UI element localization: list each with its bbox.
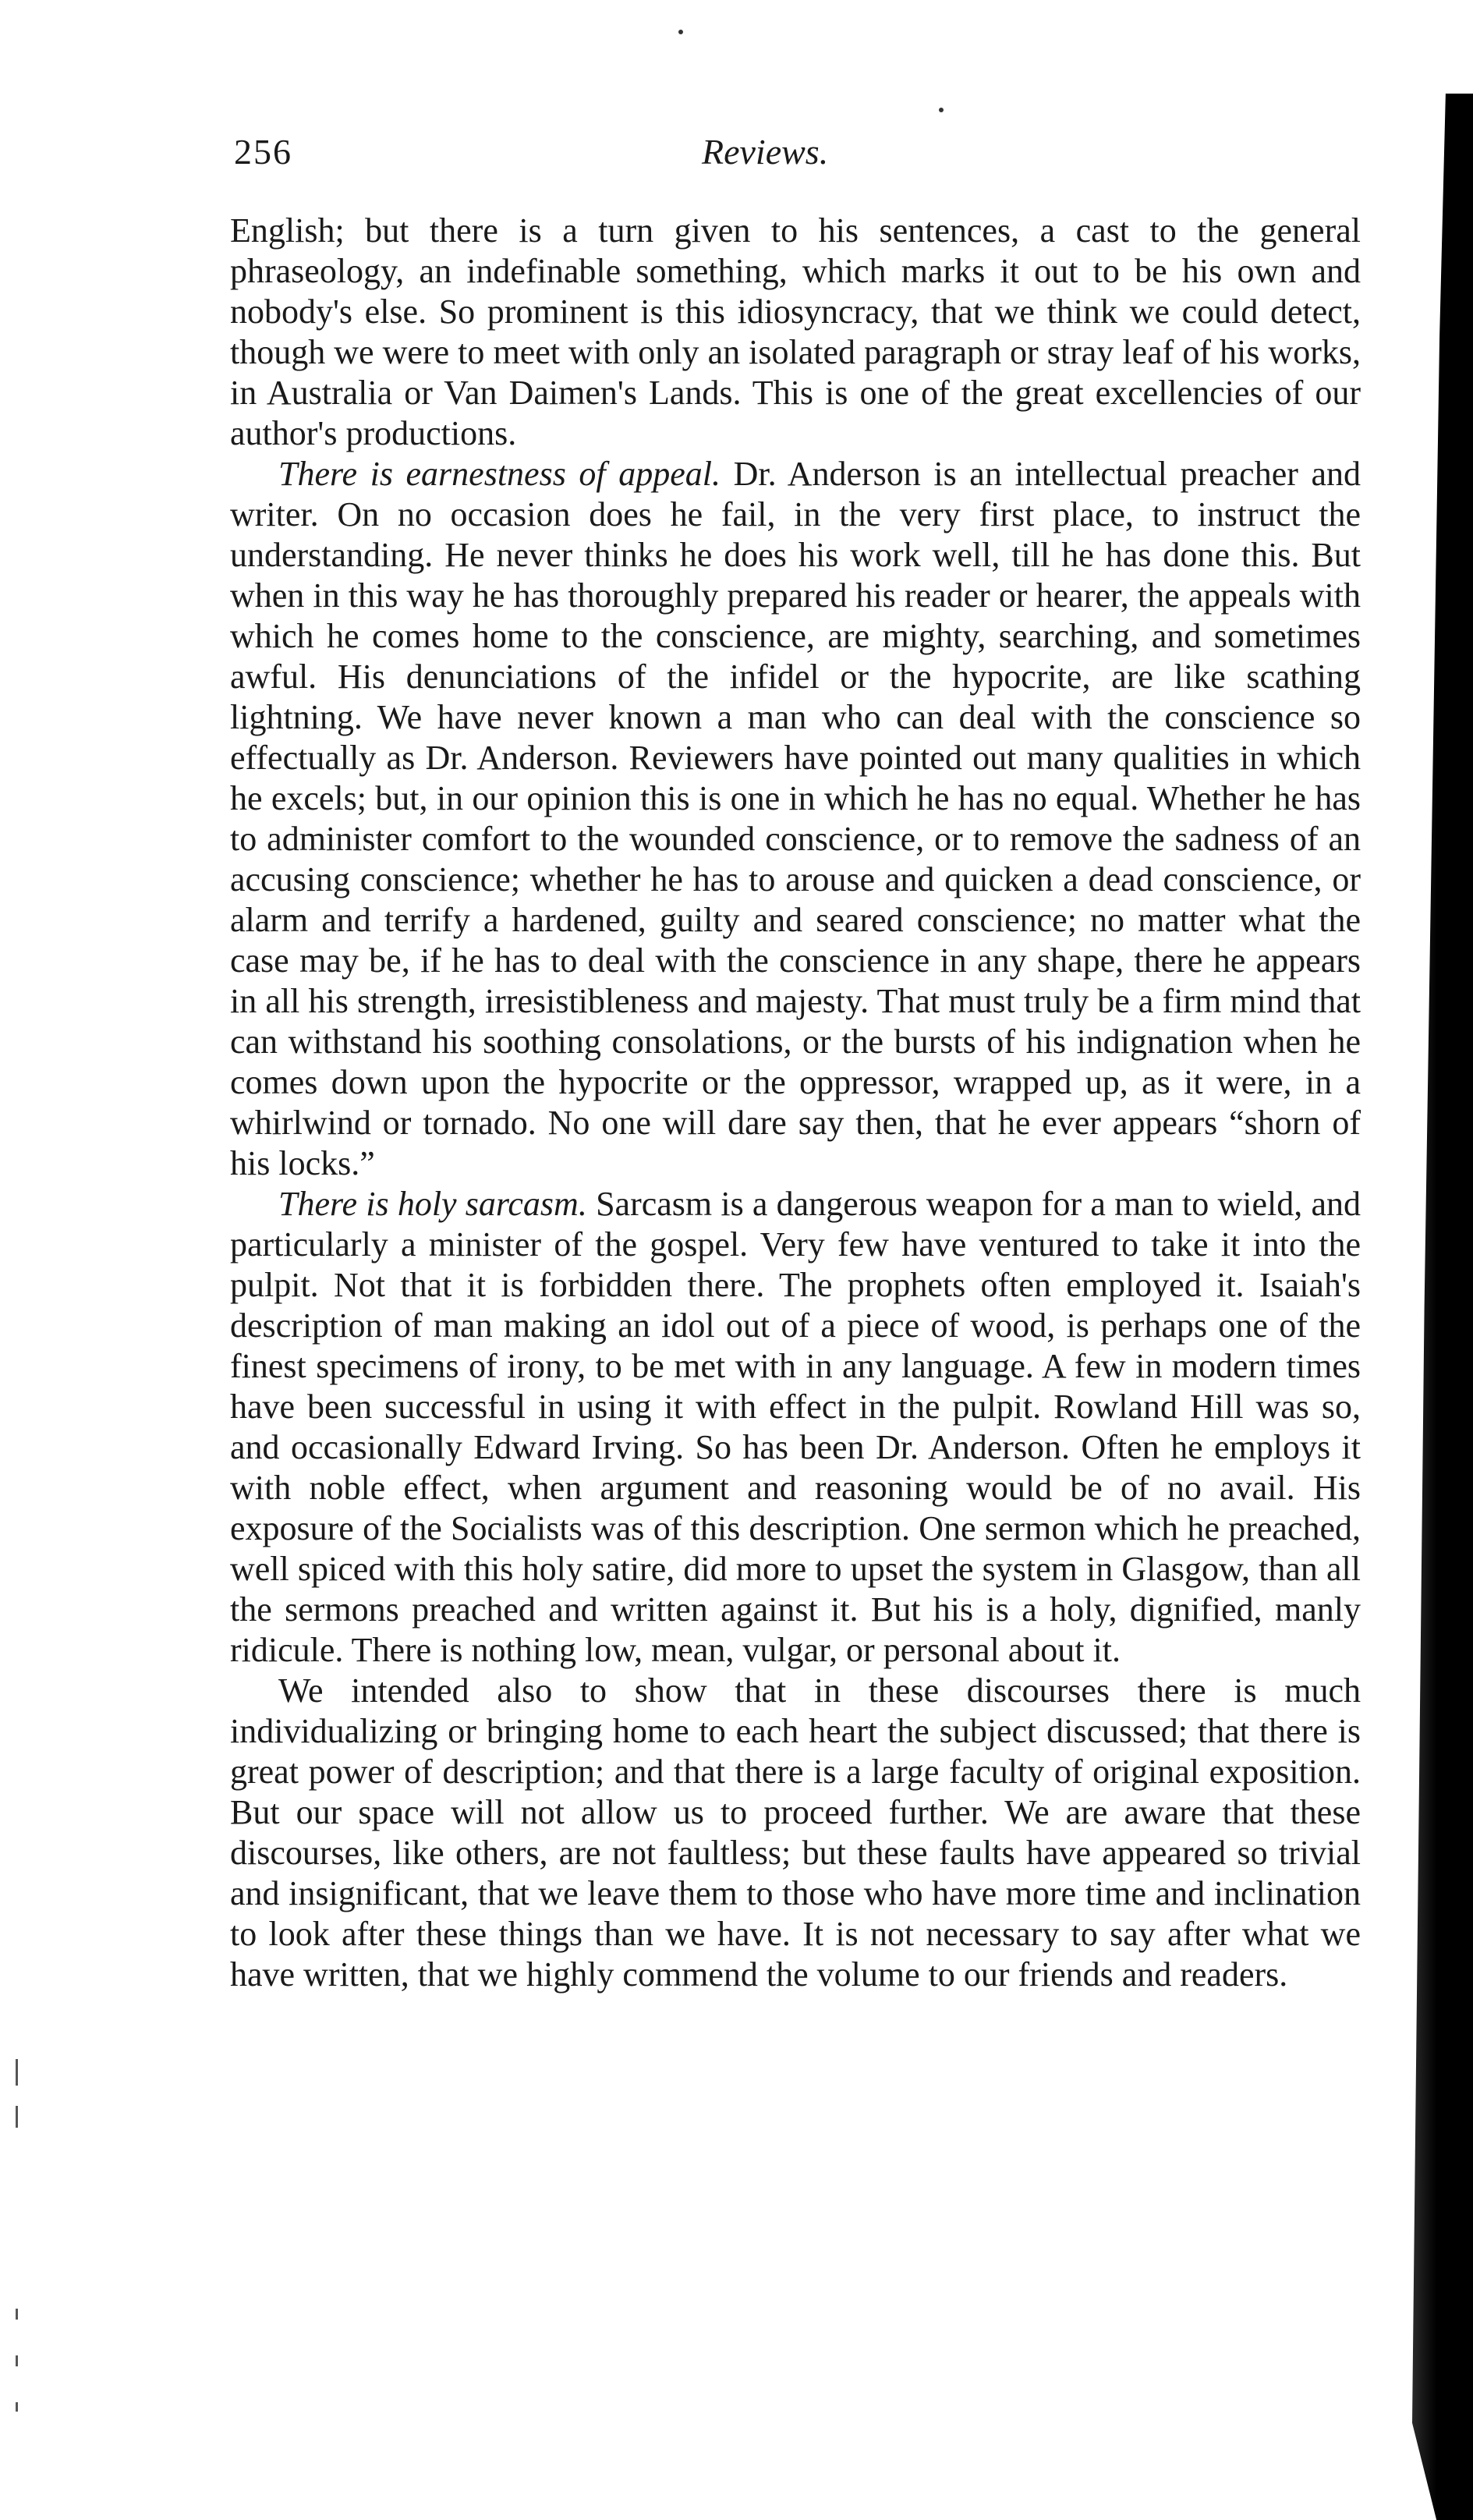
paragraph — [230, 1184, 1361, 1671]
paragraph-text: We intended also to show that in these discourses there is much individualizing or bringing home to each heart the subject discussed; that there is great power of description; and that there is a large faculty of original exposition. But our space will not allow us to proceed further. We are aware that these discourses, like others, are not faultless; but these faults have appeared so trivial and insignificant, that we leave them to those who have more time and inclination to look after these things than we have. It is not necessary to say after what we have written, that we highly commend the volume to our friends and readers. — [230, 1671, 1361, 1994]
body-text — [230, 211, 1361, 1995]
paragraph-lead: There is holy sarcasm. — [278, 1185, 587, 1223]
paragraph-text: English; but there is a turn given to his sentences, a cast to the general phraseology, an indefinable something, which marks it out to be his own and nobody's else. So prominent is this idiosyncracy, that we think we could detect, though we were to meet with only an isolated paragraph or stray leaf of his works, in Australia or Van Daimen's Lands. This is one of the great excellencies of our author's productions. — [230, 211, 1361, 452]
page-number: 256 — [234, 132, 292, 172]
paragraph — [230, 211, 1361, 454]
paragraph — [230, 1671, 1361, 1995]
binding-shadow — [1412, 94, 1473, 2520]
paragraph — [230, 454, 1361, 1184]
scan-edge-mark — [16, 2355, 18, 2366]
paragraph-lead: There is earnestness of appeal. — [278, 455, 721, 493]
running-head: Reviews. — [702, 132, 829, 172]
scan-speck — [678, 30, 683, 34]
paragraph-text: Sarcasm is a dangerous weapon for a man to wield, and particularly a minister of the gospel. Very few have ventured to take it into the pulpit. Not that it is forbidden there. The prophets often employed it. Isaiah's description of man making an idol out of a piece of wood, is perhaps one of the finest specimens of irony, to be met with in any language. A few in modern times have been successful in using it with effect in the pulpit. Rowland Hill was so, and occasionally Edward Irving. So has been Dr. Anderson. Often he employs it with noble effect, when argument and reasoning would be of no avail. His exposure of the Socialists was of this description. One sermon which he preached, well spiced with this holy satire, did more to upset the system in Glasgow, than all the sermons preached and written against it. But his is a holy, dignified, manly ridicule. There is nothing low, mean, vulgar, or personal about it. — [230, 1185, 1361, 1669]
paragraph-text: Dr. Anderson is an intellectual preacher and writer. On no occasion does he fail, in the very first place, to instruct the understanding. He never thinks he does his work well, till he has done this. But when in this way he has thoroughly prepared his reader or hearer, the appeals with which he comes home to the conscience, are mighty, searching, and sometimes awful. His denunciations of the infidel or the hypocrite, are like scathing lightning. We have never known a man who can deal with the conscience so effectually as Dr. Anderson. Reviewers have pointed out many qualities in which he excels; but, in our opinion this is one in which he has no equal. Whether he has to administer comfort to the wounded conscience, or to remove the sadness of an accusing conscience; whether he has to arouse and quicken a dead conscience, or alarm and terrify a hardened, guilty and seared conscience; no matter what the case may be, if he has to deal with the conscience in any shape, there he appears in all his strength, irresistibleness and majesty. That must truly be a firm mind that can withstand his soothing consolations, or the bursts of his indignation when he comes down upon the hypocrite or the oppressor, wrapped up, as it were, in a whirlwind or tornado. No one will dare say then, that he ever appears “shorn of his locks.” — [230, 455, 1361, 1182]
scan-edge-mark — [16, 2106, 18, 2128]
scan-speck — [939, 108, 944, 112]
page-header — [234, 131, 1310, 186]
scan-edge-mark — [16, 2059, 18, 2086]
scan-edge-mark — [16, 2402, 18, 2412]
scan-edge-mark — [16, 2309, 18, 2320]
